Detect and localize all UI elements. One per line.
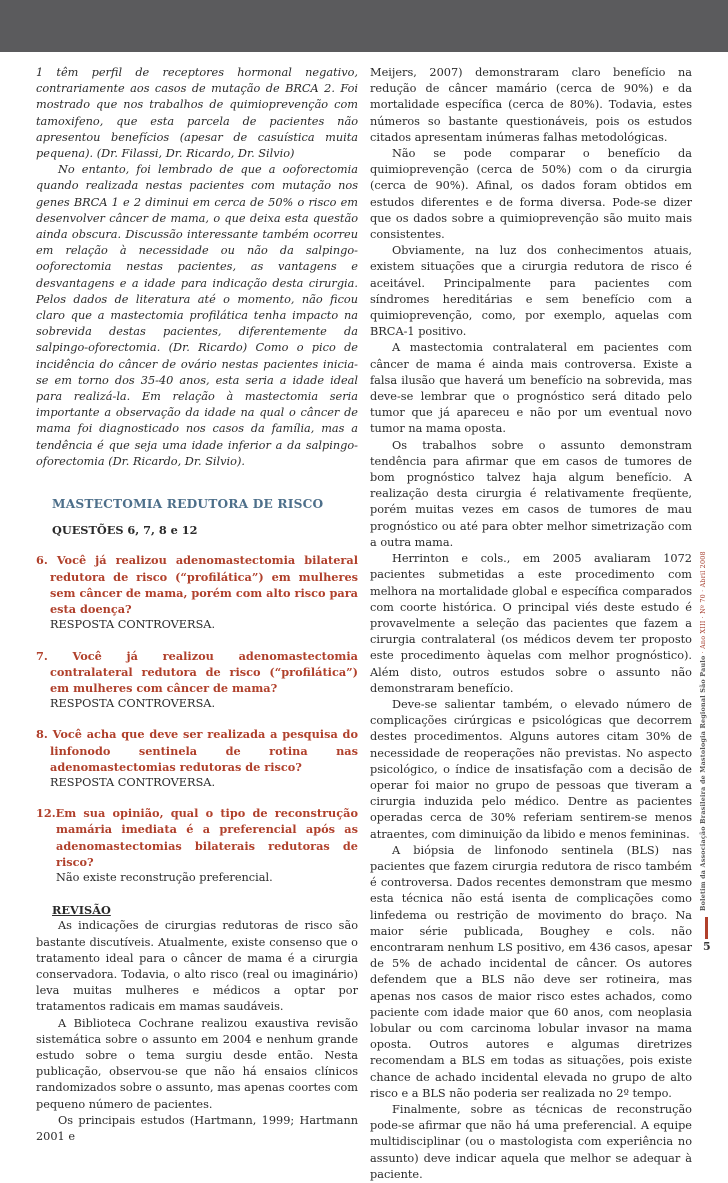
- paragraph: Meijers, 2007) demonstraram claro benefício na redução de câncer mamário (cerca de 90%) e da mortalidade específica (cerca de 80%). Todavia, estes números so bastante questionáveis, pois os estudos citados apresentam inúmeras falhas metodológicas.: [370, 66, 692, 144]
- paragraph: Herrinton e cols., em 2005 avaliaram 1072 pacientes submetidas a este procedimento com melhora na mortalidade global e específica comparados com coorte histórica. O principal viés deste estudo é provavelmente a seleção das pacientes que fazem a cirurgia contralateral (os médicos devem ter proposto este procedimento àquelas com melhor prognóstico). Além disto, outros estudos sobre o assunto não demonstraram benefício.: [370, 552, 692, 695]
- paragraph: Deve-se salientar também, o elevado número de complicações cirúrgicas e psicológicas que decorrem destes procedimentos. Alguns autores citam 30% de necessidade de reoperações não previstas. No aspecto psicológico, o índice de insatisfação com a decisão de operar foi maior no grupo de pessoas que tiveram a cirurgia induzida pelo médico. Dentre as pacientes operadas cerca de 30% referiam sentirem-se menos atraentes, com diminuição da libido e menos femininas.: [370, 697, 692, 841]
- question-7: [36, 648, 358, 713]
- question-6: [36, 552, 358, 633]
- journal-issue: · Ano XIII · Nº 70 · Abril 2008: [699, 551, 707, 656]
- paragraph: As indicações de cirurgias redutoras de risco são bastante discutíveis. Atualmente, existe consenso que o tratamento ideal para o câncer de mama é a cirurgia conservadora. Todavia, o alto risco (real ou imaginário) leva muitas mulheres e médicos a optar por tratamentos radicais em mamas saudáveis.: [36, 919, 358, 1014]
- question-answer: RESPOSTA CONTROVERSA.: [50, 697, 216, 711]
- journal-credit: [699, 539, 717, 911]
- paragraph: A Biblioteca Cochrane realizou exaustiva revisão sistemática sobre o assunto em 2004 e nenhum grande estudo sobre o tema surgiu desde então. Nesta publicação, observou-se que não há ensaios clínicos randomizados sobre o assunto, mas apenas coortes com pequeno número de pacientes.: [36, 1016, 358, 1111]
- review-heading: REVISÃO: [52, 903, 111, 918]
- questions-heading: QUESTÕES 6, 7, 8 e 12: [52, 523, 198, 538]
- paragraph: Os principais estudos (Hartmann, 1999; Hartmann 2001 e: [36, 1113, 358, 1143]
- question-text: 7. Você já realizou adenomastectomia contralateral redutora de risco (“profilática”) em mulheres com câncer de mama?: [36, 648, 358, 695]
- question-text: 6. Você já realizou adenomastectomia bilateral redutora de risco (“profilática”) em mulheres sem câncer de mama, porém com alto risco para esta doença?: [36, 553, 358, 617]
- paragraph: Não se pode comparar o benefício da quimioprevenção (cerca de 50%) com o da cirurgia (cerca de 90%). Afinal, os dados foram obtidos em estudos diferentes e de forma diversa. Pode-se dizer que os dados sobre a quimioprevenção são muito mais consistentes.: [370, 147, 692, 242]
- page-number: 5: [703, 940, 711, 953]
- paragraph: No entanto, foi lembrado de que a ooforectomia quando realizada nestas pacientes com mutação nos genes BRCA 1 e 2 diminui em cerca de 50% o risco em desenvolver câncer de mama, o que deixa esta questão ainda obscura. Discussão interessante também ocorreu em relação à necessidade ou não da salpingo-ooforectomia nestas pacientes, as vantagens e desvantagens e a idade para indicação desta cirurgia. Pelos dados de literatura até o momento, não ficou claro que a mastectomia profilática tenha impacto na sobrevida destas pacientes, diferentemente da salpingo-oforectomia. (Dr. Ricardo) Como o pico de incidência do câncer de ovário nestas pacientes inicia-se em torno dos 35-40 anos, esta seria a idade ideal para realizá-la. Em relação à mastectomia seria importante a observação da idade na qual o câncer de mama foi diagnosticado nos casos da família, mas a tendência é que seja uma idade inferior a da salpingo-oforectomia (Dr. Ricardo, Dr. Silvio).: [36, 163, 358, 468]
- journal-name: Boletim da Associação Brasileira de Mastologia Regional São Paulo: [699, 655, 707, 911]
- section-title: MASTECTOMIA REDUTORA DE RISCO: [52, 497, 324, 512]
- question-12: [36, 805, 358, 886]
- paragraph: Os trabalhos sobre o assunto demonstram tendência para afirmar que em casos de tumores de bom prognóstico talvez haja algum benefício. A realização desta cirurgia é relativamente freqüente, porém muitas vezes em casos de tumores de mau prognóstico ou até para obter melhor simetrização com a outra mama.: [370, 438, 692, 549]
- question-text: 12.Em sua opinião, qual o tipo de reconstrução mamária imediata é a preferencial após as adenomastectomias bilaterais redutoras de risco?: [36, 806, 358, 869]
- journal-sidebar: [697, 540, 719, 912]
- paragraph: A mastectomia contralateral em pacientes com câncer de mama é ainda mais controversa. Existe a falsa ilusão que haverá um benefício na sobrevida, mas deve-se lembrar que o prognóstico será ditado pelo tumor que já apareceu e não por um eventual novo tumor na mama oposta.: [370, 341, 692, 436]
- question-text: 8. Você acha que deve ser realizada a pesquisa do linfonodo sentinela de rotina nas adenomastectomias redutoras de risco?: [36, 727, 358, 774]
- accent-bar: [705, 917, 708, 939]
- paragraph: A biópsia de linfonodo sentinela (BLS) nas pacientes que fazem cirurgia redutora de risco também é controversa. Dados recentes demonstram que mesmo esta técnica não está isenta de complicações como linfedema ou restrição de movimento do braço. Na maior série publicada, Boughey e cols. não encontraram nenhum LS positivo, em 436 casos, apesar de 5% de achado incidental de câncer. Os autores defendem que a BLS não deve ser rotineira, mas apenas nos casos de maior risco estes achados, como paciente com idade maior que 60 anos, com neoplasia lobular ou com carcinoma lobular invasor na mama oposta. Outros autores e algumas diretrizes recomendam a BLS em todas as situações, pois existe chance de achado incidental elevada no grupo de alto risco e a BLS não poderia ser realizada no 2º tempo.: [370, 843, 692, 1100]
- header-bar: [0, 0, 728, 52]
- question-answer: Não existe reconstrução preferencial.: [56, 870, 273, 884]
- paragraph: Obviamente, na luz dos conhecimentos atuais, existem situações que a cirurgia redutora de risco é aceitável. Principalmente para pacientes com síndromes hereditárias e sem benefício com a quimioprevenção, como, por exemplo, aquelas com BRCA-1 positivo.: [370, 244, 692, 339]
- paragraph: Finalmente, sobre as técnicas de reconstrução pode-se afirmar que não há uma preferencial. A equipe multidisciplinar (ou o mastologista com experiência no assunto) deve indicar aquela que melhor se adequar à paciente.: [370, 1103, 692, 1181]
- question-answer: RESPOSTA CONTROVERSA.: [50, 618, 216, 632]
- left-column: [36, 65, 358, 1145]
- paragraph: 1 têm perfil de receptores hormonal negativo, contrariamente aos casos de mutação de BRCA 2. Foi mostrado que nos trabalhos de quimioprevenção com tamoxifeno, que esta parcela de pacientes não apresentou benefícios (apesar de casuística muita pequena). (Dr. Filassi, Dr. Ricardo, Dr. Silvio): [36, 66, 358, 161]
- right-column: [370, 65, 692, 1183]
- question-answer: RESPOSTA CONTROVERSA.: [50, 775, 216, 789]
- question-8: [36, 726, 358, 791]
